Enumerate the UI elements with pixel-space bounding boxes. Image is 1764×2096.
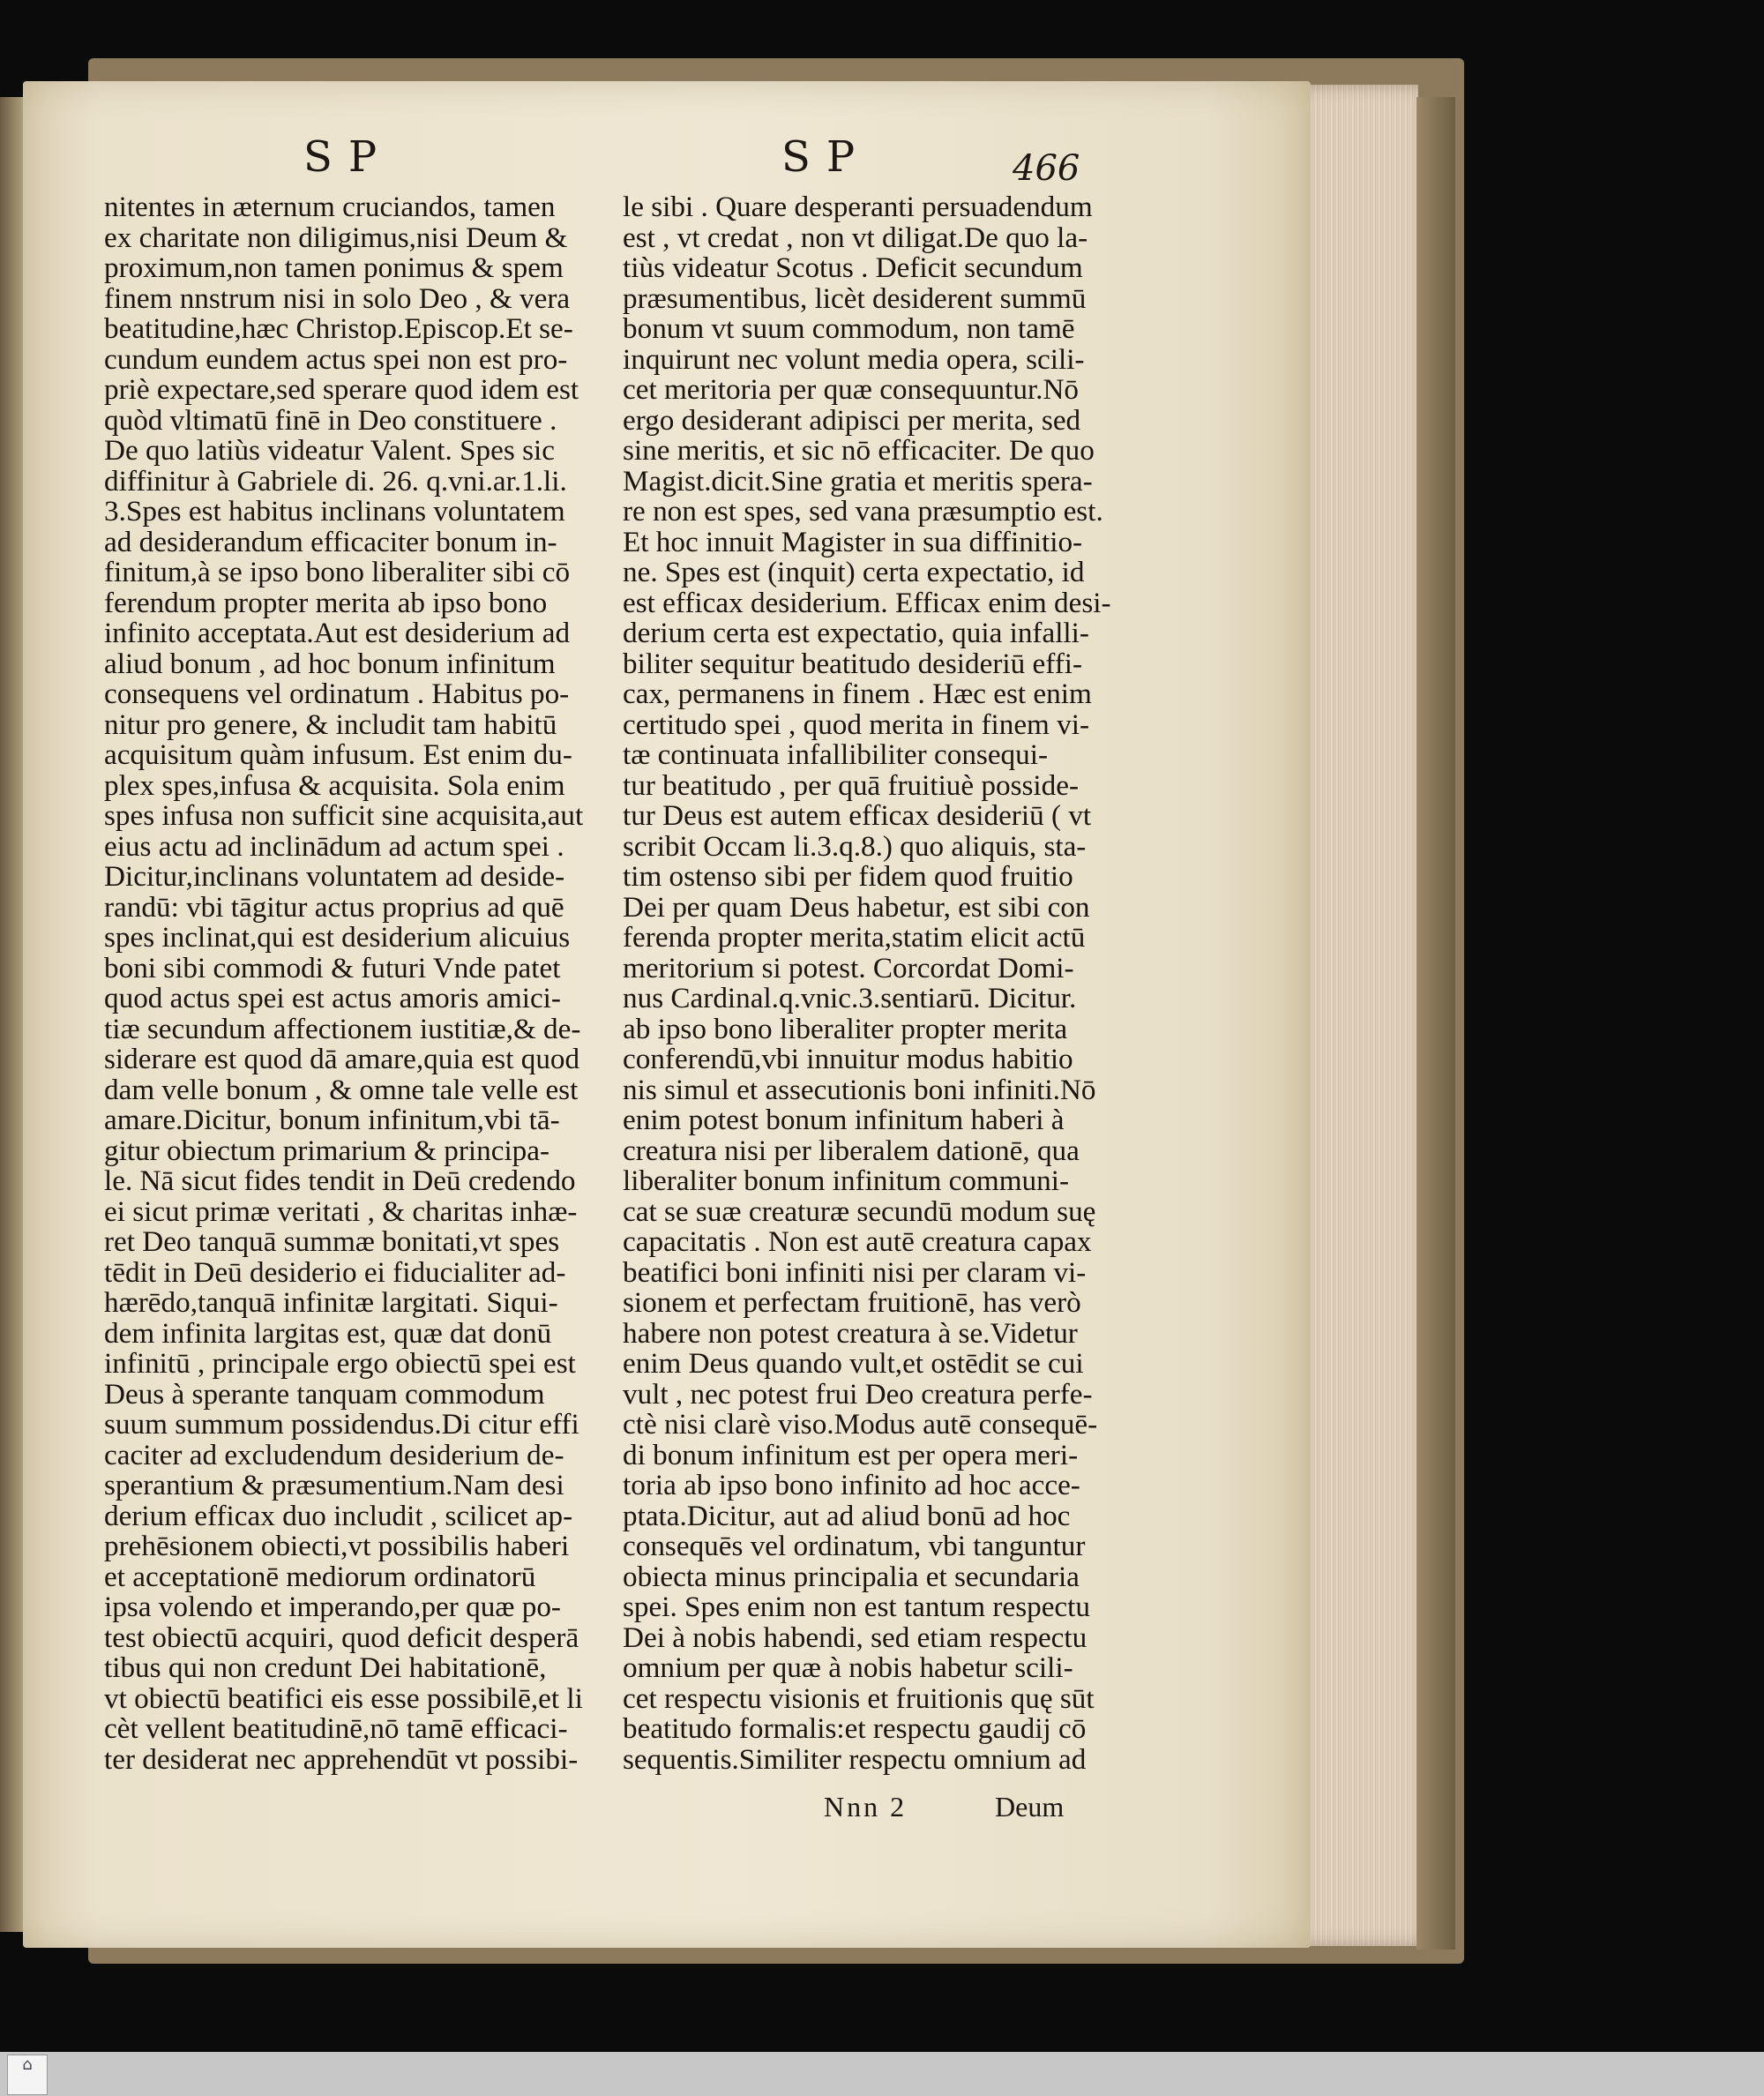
text-line: proximum,non tamen ponimus & spem <box>104 251 564 284</box>
text-line: De quo latiùs videatur Valent. Spes sic <box>104 434 555 467</box>
text-line: beatitudine,hæc Christop.Episcop.Et se- <box>104 312 573 345</box>
binding-edge <box>1416 97 1455 1950</box>
text-line: sequentis.Similiter respectu omnium ad <box>623 1742 1087 1776</box>
catchword: Deum <box>995 1791 1065 1823</box>
text-line: finitum,à se ipso bono liberaliter sibi cō <box>104 556 571 588</box>
text-line: quod actus spei est actus amoris amici- <box>104 982 561 1014</box>
viewer-bottom-bar <box>0 2052 1764 2096</box>
text-line: derium certa est expectatio, quia infalli- <box>623 617 1089 649</box>
text-line: inquirunt nec volunt media opera, scili- <box>623 342 1085 376</box>
text-line: suum summum possidendus.Di citur effi <box>104 1408 579 1441</box>
text-line: finem nnstrum nisi in solo Deo , & vera <box>104 281 571 315</box>
signature-mark: Nnn 2 <box>824 1791 908 1823</box>
text-line: consequens vel ordinatum . Habitus po- <box>104 677 570 710</box>
text-line: Dicitur,inclinans voluntatem ad deside- <box>104 860 565 893</box>
text-line: consequēs vel ordinatum, vbi tanguntur <box>623 1530 1086 1562</box>
text-line: Dei per quam Deus habetur, est sibi con <box>623 890 1090 924</box>
text-line: cundum eundem actus spei non est pro- <box>104 342 568 376</box>
text-line: ex charitate non diligimus,nisi Deum & <box>104 221 568 254</box>
text-line: sine meritis, et sic nō efficaciter. De quo <box>623 434 1095 467</box>
text-line: hærēdo,tanquā infinitæ largitati. Siqui- <box>104 1286 558 1319</box>
text-line: 3.Spes est habitus inclinans voluntatem <box>104 495 565 528</box>
text-line: tur beatitudo , per quā fruitiuè posside- <box>623 768 1080 802</box>
text-line: ipsa volendo et imperando,per quæ po- <box>104 1591 561 1623</box>
text-line: ne. Spes est (inquit) certa expectatio, id <box>623 556 1085 588</box>
text-line: tæ continuata infallibiliter consequi- <box>623 738 1049 771</box>
text-line: ctè nisi clarè viso.Modus autē consequē- <box>623 1408 1098 1441</box>
text-line: amare.Dicitur, bonum infinitum,vbi tā- <box>104 1104 560 1136</box>
text-line: creatura nisi per liberalem dationē, qua <box>623 1134 1080 1167</box>
text-line: ab ipso bono liberaliter propter merita <box>623 1012 1068 1045</box>
text-line: siderare est quod dā amare,quia est quod <box>104 1043 580 1075</box>
text-line: beatifici boni infiniti nisi per claram vi- <box>623 1255 1087 1289</box>
text-line: certitudo spei , quod merita in finem vi- <box>623 707 1090 741</box>
text-line: Deus à sperante tanquam commodum <box>104 1377 545 1411</box>
text-line: prehēsionem obiecti,vt possibilis haberi <box>104 1530 570 1562</box>
text-line: spes inclinat,qui est desiderium alicuius <box>104 921 571 954</box>
text-line: est efficax desiderium. Efficax enim desi- <box>623 586 1111 619</box>
text-line: biliter sequitur beatitudo desideriū effi- <box>623 647 1083 680</box>
text-line: cat se suæ creaturæ secundū modum suę <box>623 1194 1096 1228</box>
text-line: spei. Spes enim non est tantum respectu <box>623 1591 1090 1623</box>
text-line: cet meritoria per quæ consequuntur.Nō <box>623 373 1080 406</box>
text-line: quòd vltimatū finē in Deo constituere . <box>104 403 557 437</box>
library-logo-icon: ⌂ <box>22 2055 33 2074</box>
text-line: obiecta minus principalia et secundaria <box>623 1560 1080 1593</box>
text-line: re non est spes, sed vana præsumptio est. <box>623 495 1103 528</box>
text-line: infinitū , principale ergo obiectū spei est <box>104 1347 576 1380</box>
text-line: derium efficax duo includit , scilicet ap- <box>104 1499 573 1532</box>
text-line: di bonum infinitum est per opera meri- <box>623 1438 1079 1471</box>
text-line: nus Cardinal.q.vnic.3.sentiarū. Dicitur. <box>623 982 1077 1014</box>
text-line: tibus qui non credunt Dei habitationē, <box>104 1651 547 1684</box>
text-line: sionem et perfectam fruitionē, has verò <box>623 1286 1081 1319</box>
text-line: eius actu ad inclinādum ad actum spei . <box>104 829 564 863</box>
text-line: dem infinita largitas est, quæ dat donū <box>104 1316 552 1350</box>
text-line: nis simul et assecutionis boni infiniti.Nō <box>623 1073 1096 1106</box>
text-line: ptata.Dicitur, aut ad aliud bonū ad hoc <box>623 1499 1071 1532</box>
text-line: le. Nā sicut fides tendit in Deū credendo <box>104 1164 576 1197</box>
text-line: præsumentibus, licèt desiderent summū <box>623 281 1087 315</box>
text-line: enim Deus quando vult,et ostēdit se cui <box>623 1347 1084 1380</box>
text-line: vult , nec potest frui Deo creatura perfe- <box>623 1377 1093 1411</box>
text-line: tēdit in Deū desiderio ei fiducialiter ad- <box>104 1255 566 1289</box>
text-line: cèt vellent beatitudinē,nō tamē efficaci- <box>104 1712 568 1745</box>
text-line: vt obiectū beatifici eis esse possibilē,et li <box>104 1681 583 1715</box>
text-line: ergo desiderant adipisci per merita, sed <box>623 403 1081 437</box>
text-line: tim ostenso sibi per fidem quod fruitio <box>623 860 1073 893</box>
text-line: scribit Occam li.3.q.8.) quo aliquis, sta- <box>623 829 1087 863</box>
text-line: tur Deus est autem efficax desideriū ( vt <box>623 799 1092 832</box>
text-line: ret Deo tanquā summæ bonitati,vt spes <box>104 1225 560 1258</box>
text-line: infinito acceptata.Aut est desiderium ad <box>104 617 571 649</box>
text-line: tiæ secundum affectionem iustitiæ,& de- <box>104 1012 581 1045</box>
text-line: capacitatis . Non est autē creatura capax <box>623 1225 1092 1258</box>
text-line: diffinitur à Gabriele di. 26. q.vni.ar.1.li. <box>104 464 567 498</box>
text-line: test obiectū acquiri, quod deficit desperā <box>104 1621 579 1654</box>
text-line: le sibi . Quare desperanti persuadendum <box>623 191 1093 223</box>
text-line: Dei à nobis habendi, sed etiam respectu <box>623 1621 1088 1654</box>
text-line: boni sibi commodi & futuri Vnde patet <box>104 951 561 984</box>
text-line: conferendū,vbi innuitur modus habitio <box>623 1043 1073 1075</box>
text-line: caciter ad excludendum desiderium de- <box>104 1438 564 1471</box>
text-line: Magist.dicit.Sine gratia et meritis spera- <box>623 464 1093 498</box>
text-line: cet respectu visionis et fruitionis quę sūt <box>623 1681 1095 1715</box>
left-text-column <box>104 192 607 1775</box>
text-line: ferenda propter merita,statim elicit actū <box>623 921 1086 954</box>
text-line: Et hoc innuit Magister in sua diffinitio- <box>623 525 1083 558</box>
text-line: omnium per quæ à nobis habetur scili- <box>623 1651 1073 1684</box>
text-line: aliud bonum , ad hoc bonum infinitum <box>104 647 556 680</box>
text-line: plex spes,infusa & acquisita. Sola enim <box>104 768 565 802</box>
text-line: bonum vt suum commodum, non tamē <box>623 312 1075 345</box>
text-line: sperantium & præsumentium.Nam desi <box>104 1469 564 1501</box>
text-line: toria ab ipso bono infinito ad hoc acce- <box>623 1469 1080 1501</box>
text-line: beatitudo formalis:et respectu gaudij cō <box>623 1712 1087 1745</box>
text-line: tiùs videatur Scotus . Deficit secundum <box>623 251 1083 284</box>
text-line: randū: vbi tāgitur actus proprius ad quē <box>104 890 564 924</box>
text-line: meritorium si potest. Corcordat Domi- <box>623 951 1074 984</box>
text-line: cax, permanens in finem . Hæc est enim <box>623 677 1092 710</box>
running-head-right: SP <box>781 132 871 182</box>
text-line: dam velle bonum , & omne tale velle est <box>104 1073 579 1106</box>
library-logo <box>7 2055 48 2095</box>
text-line: ei sicut primæ veritati , & charitas inhæ- <box>104 1194 578 1228</box>
page-number: 466 <box>1013 148 1080 189</box>
text-line: spes infusa non sufficit sine acquisita,aut <box>104 799 584 832</box>
text-line: ad desiderandum efficaciter bonum in- <box>104 525 557 558</box>
text-line: ferendum propter merita ab ipso bono <box>104 586 548 619</box>
text-line: acquisitum quàm infusum. Est enim du- <box>104 738 572 771</box>
text-line: liberaliter bonum infinitum communi- <box>623 1164 1070 1197</box>
text-line: enim potest bonum infinitum haberi à <box>623 1104 1065 1136</box>
text-line: ter desiderat nec apprehendūt vt possibi- <box>104 1742 579 1776</box>
text-line: habere non potest creatura à se.Videtur <box>623 1316 1078 1350</box>
text-line: et acceptationē mediorum ordinatorū <box>104 1560 536 1593</box>
text-line: nitentes in æternum cruciandos, tamen <box>104 191 556 223</box>
text-line: est , vt credat , non vt diligat.De quo la- <box>623 221 1088 254</box>
right-text-column <box>623 192 1125 1775</box>
text-line: priè expectare,sed sperare quod idem est <box>104 373 579 406</box>
running-head-left: SP <box>303 132 393 182</box>
text-line: nitur pro genere, & includit tam habitū <box>104 707 557 741</box>
text-line: gitur obiectum primarium & principa- <box>104 1134 550 1167</box>
